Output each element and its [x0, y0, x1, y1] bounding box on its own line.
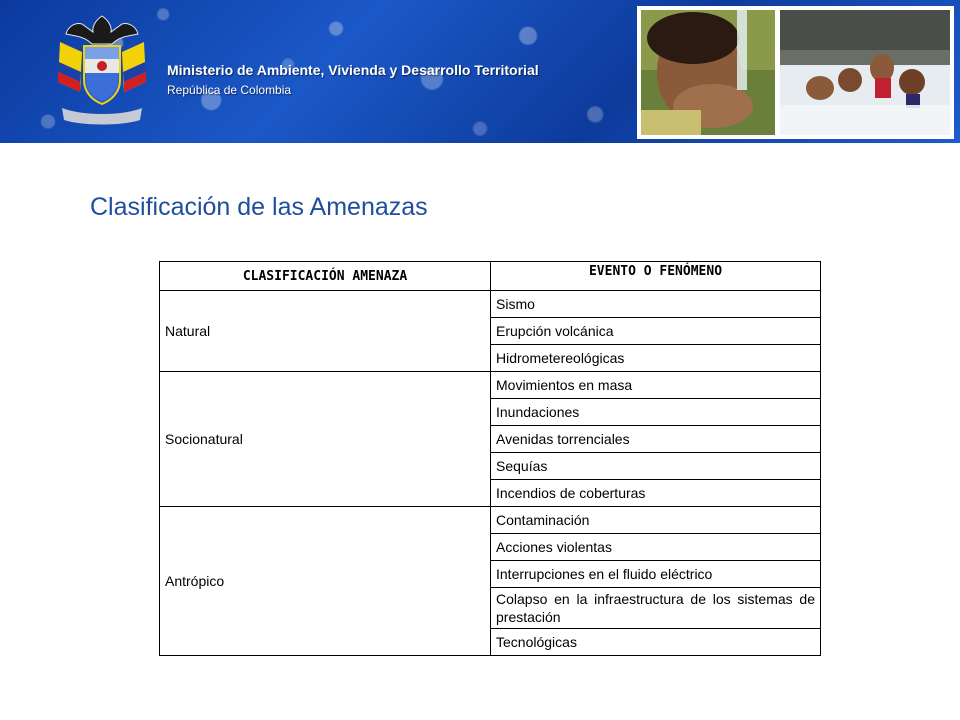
- header-event: EVENTO O FENÓMENO: [491, 262, 821, 291]
- event-cell: Avenidas torrenciales: [491, 426, 821, 453]
- coat-of-arms-icon: [52, 12, 152, 130]
- event-cell: Colapso en la infraestructura de los sistemas de prestación: [491, 588, 821, 629]
- table-header-row: [160, 262, 821, 291]
- table-row: [160, 507, 821, 534]
- category-antropico: Antrópico: [160, 507, 491, 656]
- ministry-name: Ministerio de Ambiente, Vivienda y Desarrollo Territorial: [167, 62, 539, 78]
- event-cell: Hidrometereológicas: [491, 345, 821, 372]
- table-row: [160, 372, 821, 399]
- republic-name: República de Colombia: [167, 83, 292, 97]
- event-cell: Incendios de coberturas: [491, 480, 821, 507]
- threat-classification-table: [159, 261, 821, 656]
- event-cell: Tecnológicas: [491, 629, 821, 656]
- header-classification: CLASIFICACIÓN AMENAZA: [160, 262, 491, 291]
- photo-child-drinking: [637, 6, 779, 139]
- photo-children-waterfall: [776, 6, 954, 139]
- category-natural: Natural: [160, 291, 491, 372]
- event-cell: Acciones violentas: [491, 534, 821, 561]
- event-cell: Interrupciones en el fluido eléctrico: [491, 561, 821, 588]
- event-cell: Inundaciones: [491, 399, 821, 426]
- page-title: Clasificación de las Amenazas: [90, 193, 428, 221]
- category-socionatural: Socionatural: [160, 372, 491, 507]
- event-cell: Movimientos en masa: [491, 372, 821, 399]
- table-row: [160, 291, 821, 318]
- event-cell: Sequías: [491, 453, 821, 480]
- event-cell: Contaminación: [491, 507, 821, 534]
- header-banner: [0, 0, 960, 143]
- event-cell: Sismo: [491, 291, 821, 318]
- event-cell: Erupción volcánica: [491, 318, 821, 345]
